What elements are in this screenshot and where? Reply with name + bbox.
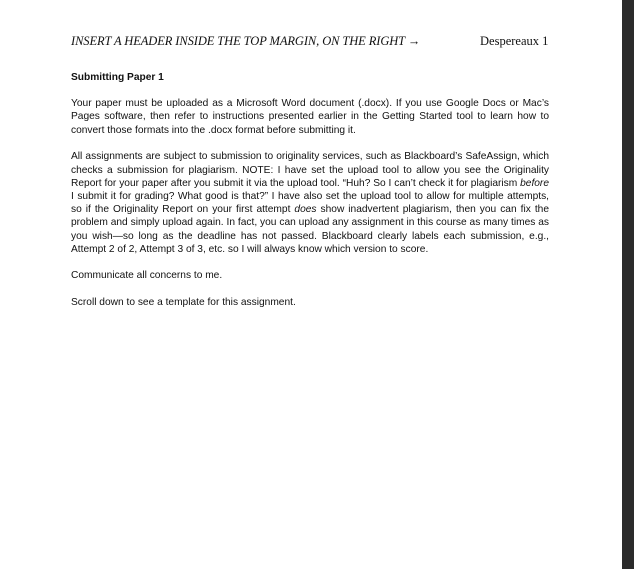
paragraph-originality-part-3: show inadvertent plagiarism, then you can fix the problem and simply upload again. In fact, you can upload any assignment in this course as many times as you wish—so long as the deadline has not passed. Blackboard clearly labels each submission, e.g., Attempt 2 of 2, Attempt 3 of 3, etc. so I will always know which version to score. [71,204,549,255]
paragraph-scroll-note: Scroll down to see a template for this assignment. [71,297,296,309]
section-heading: Submitting Paper 1 [71,72,164,83]
header-page-label: Despereaux 1 [480,34,549,48]
document-body [71,71,549,323]
paragraph-originality-part-1: All assignments are subject to submission to originality services, such as Blackboard’s SafeAssign, which checks a submission for plagiarism. NOTE: I have set the upload tool to allow you see the Originality Report for your paper after you submit it via the upload tool. “Huh? So I can’t check it for plagiarism [71,151,549,189]
header-placeholder-text: INSERT A HEADER INSIDE THE TOP MARGIN, ON THE RIGHT → [71,34,421,48]
window-edge-scrollbar[interactable] [622,0,634,569]
emphasis-does: does [294,204,317,216]
paragraph-originality [71,150,549,256]
paragraph-originality-part-2: I submit it for grading? What good is that?” I have also set the upload tool to allow for multiple attempts, so if the Originality Report on your first attempt [71,190,549,216]
paragraph-format-instructions: Your paper must be uploaded as a Microsoft Word document (.docx). If you use Google Docs or Mac’s Pages software, then refer to instructions presented earlier in the Getting Started tool to learn how to convert those formats into the .docx format before submitting it. [71,98,549,136]
emphasis-before: before [520,177,549,189]
paragraph-concerns: Communicate all concerns to me. [71,270,223,282]
